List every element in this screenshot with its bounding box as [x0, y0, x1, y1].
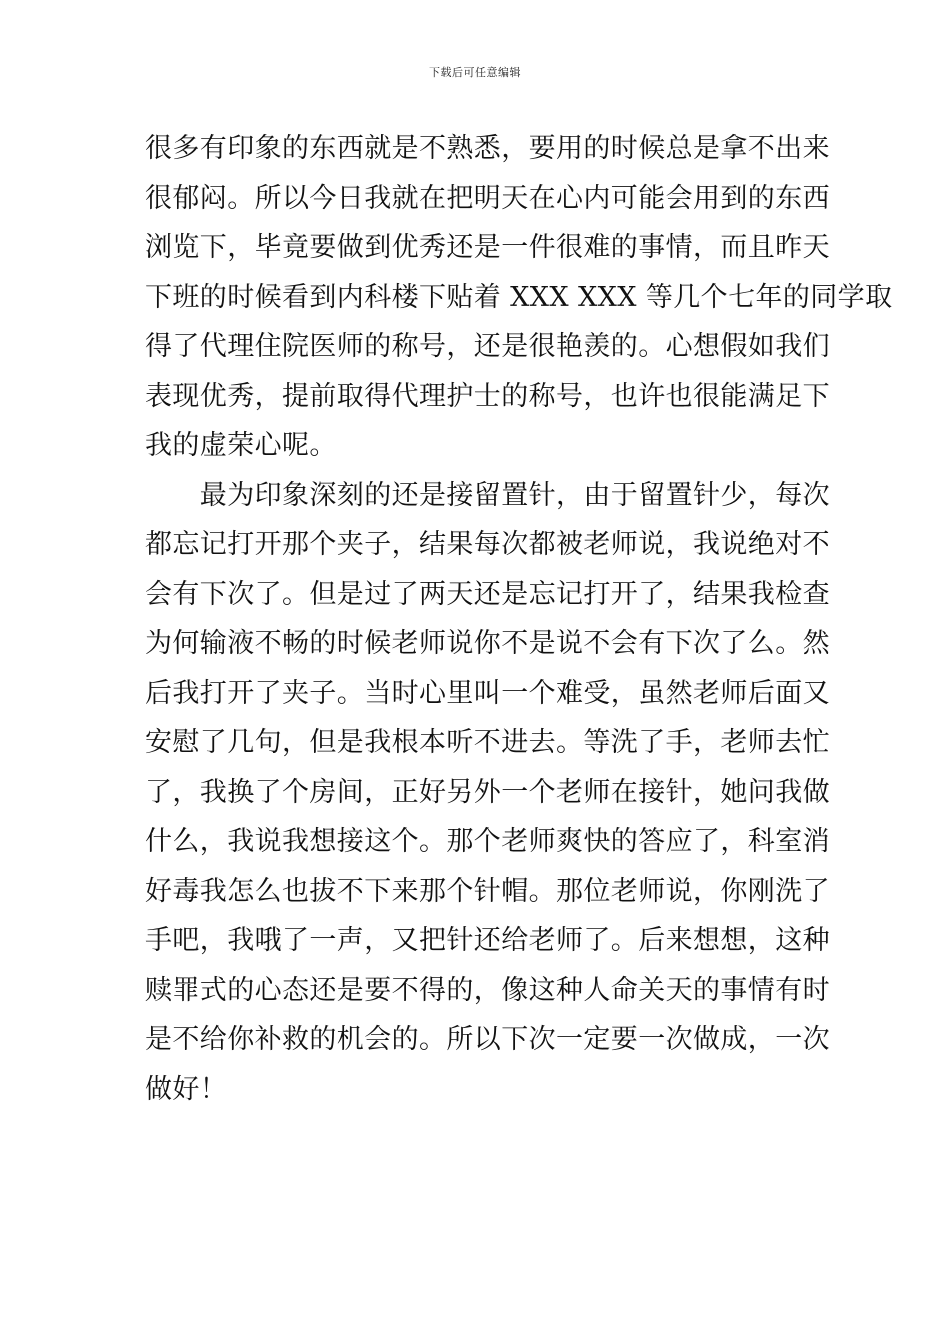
text-line: 得了代理住院医师的称号，还是很艳羡的。心想假如我们: [145, 331, 830, 362]
text-line: 安慰了几句，但是我根本听不进去。等洗了手，老师去忙: [145, 727, 830, 758]
text-line: 做好！: [145, 1073, 228, 1105]
text-line: 下班的时候看到内科楼下贴着 XXX XXX 等几个七年的同学取: [145, 281, 893, 313]
text-line: 最为印象深刻的还是接留置针，由于留置针少，每次: [145, 479, 830, 511]
paragraph-2: [145, 471, 830, 1115]
paragraph-1: [145, 124, 893, 471]
text-line: 手吧，我哦了一声，又把针还给老师了。后来想想，这种: [145, 925, 830, 956]
text-line: 后我打开了夹子。当时心里叫一个难受，虽然老师后面又: [145, 677, 830, 709]
text-line: 了，我换了个房间，正好另外一个老师在接针，她问我做: [145, 776, 830, 808]
text-line: 都忘记打开那个夹子，结果每次都被老师说，我说绝对不: [145, 529, 830, 560]
text-line: 为何输液不畅的时候老师说你不是说不会有下次了么。然: [145, 628, 830, 659]
page-header-note: 下载后可任意编辑: [429, 66, 521, 79]
text-line: 浏览下，毕竟要做到优秀还是一件很难的事情，而且昨天: [145, 232, 830, 263]
document-body: [145, 124, 893, 1114]
text-line: 会有下次了。但是过了两天还是忘记打开了，结果我检查: [145, 578, 830, 610]
text-line: 是不给你补救的机会的。所以下次一定要一次做成，一次: [145, 1024, 830, 1055]
text-line: 好毒我怎么也拔不下来那个针帽。那位老师说，你刚洗了: [145, 875, 830, 907]
text-line: 表现优秀，提前取得代理护士的称号，也许也很能满足下: [145, 380, 830, 412]
text-line: 很多有印象的东西就是不熟悉，要用的时候总是拿不出来: [145, 133, 830, 164]
text-line: 赎罪式的心态还是要不得的，像这种人命关天的事情有时: [145, 974, 830, 1006]
text-line: 什么，我说我想接这个。那个老师爽快的答应了，科室消: [145, 826, 830, 857]
text-line: 很郁闷。所以今日我就在把明天在心内可能会用到的东西: [145, 182, 830, 214]
text-line: 我的虚荣心呢。: [145, 430, 337, 461]
